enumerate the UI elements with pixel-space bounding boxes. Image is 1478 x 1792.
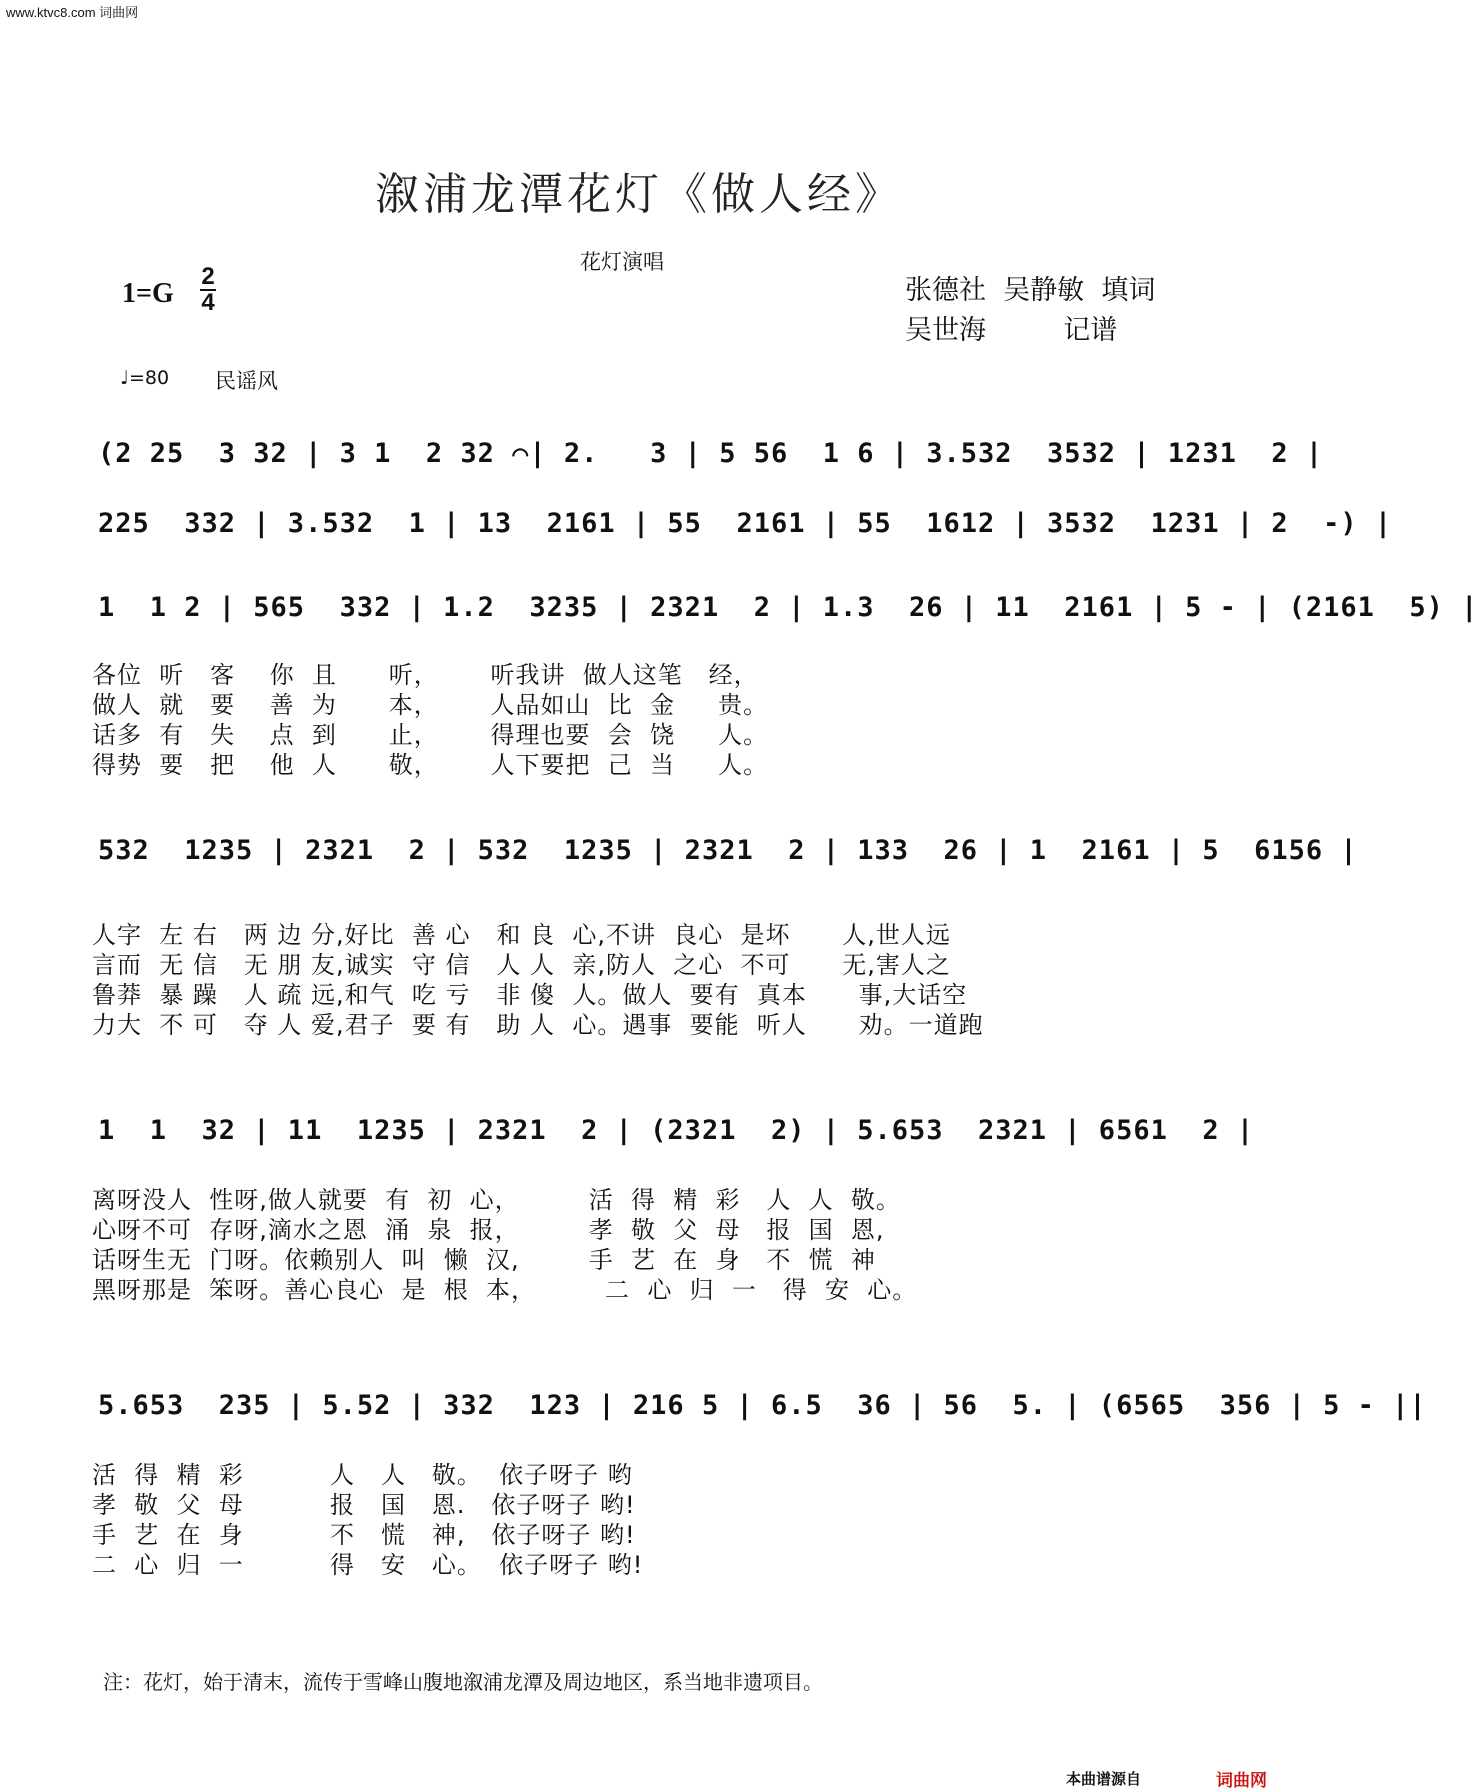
staff-line-3: 1 1 2 | 565 332 | 1.2 3235 | 2321 2 | 1.3 26 | 11 2161 | 5 - | (2161 5) | bbox=[98, 592, 1478, 623]
lyric-line: 鲁莽 暴 躁 人 疏 远,和气 吃 亏 非 傻 人。做人 要有 真本 事,大话空 bbox=[92, 981, 968, 1009]
lyric-line: 言而 无 信 无 朋 友,诚实 守 信 人 人 亲,防人 之心 不可 无,害人之 bbox=[92, 951, 951, 979]
lyric-line: 孝 敬 父 母 报 国 恩. 依子呀子 哟! bbox=[92, 1491, 636, 1519]
time-signature-bottom: 4 bbox=[201, 289, 215, 316]
staff-line-6: 5.653 235 | 5.52 | 332 123 | 216 5 | 6.5 36 | 56 5. | (6565 356 | 5 - || bbox=[98, 1390, 1427, 1421]
lyric-line: 心呀不可 存呀,滴水之恩 涌 泉 报， 孝 敬 父 母 报 国 恩, bbox=[92, 1216, 885, 1244]
lyric-line: 各位 听 客 你 且 听， 听我讲 做人这笔 经， bbox=[92, 661, 759, 689]
lyric-line: 活 得 精 彩 人 人 敬。 依子呀子 哟 bbox=[92, 1461, 633, 1489]
lyric-line: 二 心 归 一 得 安 心。 依子呀子 哟! bbox=[92, 1551, 644, 1579]
lyric-line: 人字 左 右 两 边 分,好比 善 心 和 良 心,不讲 良心 是坏 人,世人远 bbox=[92, 921, 951, 949]
footnote: 注：花灯，始于清末，流传于雪峰山腹地溆浦龙潭及周边地区，系当地非遗项目。 bbox=[103, 1670, 823, 1694]
lyric-line: 话多 有 失 点 到 止， 得理也要 会 饶 人。 bbox=[92, 721, 769, 749]
lyric-line: 黑呀那是 笨呀。善心良心 是 根 本， 二 心 归 一 得 安 心。 bbox=[92, 1276, 918, 1304]
site-watermark: www.ktvc8.com 词曲网 bbox=[6, 5, 139, 20]
staff-line-1: (2 25 3 32 | 3 1 2 32 ⌒| 2. 3 | 5 56 1 6 | 3.532 3532 | 1231 2 | bbox=[98, 438, 1324, 469]
staff-line-5: 1 1 32 | 11 1235 | 2321 2 | (2321 2) | 5.653 2321 | 6561 2 | bbox=[98, 1115, 1255, 1146]
time-signature bbox=[200, 265, 216, 315]
key-signature: 1=G bbox=[122, 278, 174, 309]
site-logo[interactable]: 词曲网 bbox=[1216, 1771, 1267, 1791]
lyric-line: 离呀没人 性呀,做人就要 有 初 心， 活 得 精 彩 人 人 敬。 bbox=[92, 1186, 901, 1214]
lyric-line: 话呀生无 门呀。依赖别人 叫 懒 汉, 手 艺 在 身 不 慌 神 bbox=[92, 1246, 876, 1274]
tempo-mark: ♩=80 bbox=[120, 367, 170, 389]
style-mark: 民谣风 bbox=[215, 369, 278, 393]
subtitle: 花灯演唱 bbox=[580, 250, 664, 274]
time-signature-top: 2 bbox=[201, 263, 215, 290]
lyric-line: 做人 就 要 善 为 本， 人品如山 比 金 贵。 bbox=[92, 691, 769, 719]
lyricist-credit: 张德社 吴静敏 填词 bbox=[905, 275, 1156, 306]
staff-line-2: 225 332 | 3.532 1 | 13 2161 | 55 2161 | 55 1612 | 3532 1231 | 2 -) | bbox=[98, 508, 1393, 539]
notation-credit: 吴世海 记谱 bbox=[905, 315, 1118, 346]
staff-line-4: 532 1235 | 2321 2 | 532 1235 | 2321 2 | 133 26 | 1 2161 | 5 6156 | bbox=[98, 835, 1358, 866]
lyric-line: 得势 要 把 他 人 敬， 人下要把 己 当 人。 bbox=[92, 751, 769, 779]
source-label: 本曲谱源自 bbox=[1066, 1770, 1142, 1788]
page-title: 溆浦龙潭花灯《做人经》 bbox=[375, 169, 903, 220]
lyric-line: 力大 不 可 夺 人 爱,君子 要 有 助 人 心。遇事 要能 听人 劝。一道跑 bbox=[92, 1011, 984, 1039]
lyric-line: 手 艺 在 身 不 慌 神, 依子呀子 哟! bbox=[92, 1521, 636, 1549]
